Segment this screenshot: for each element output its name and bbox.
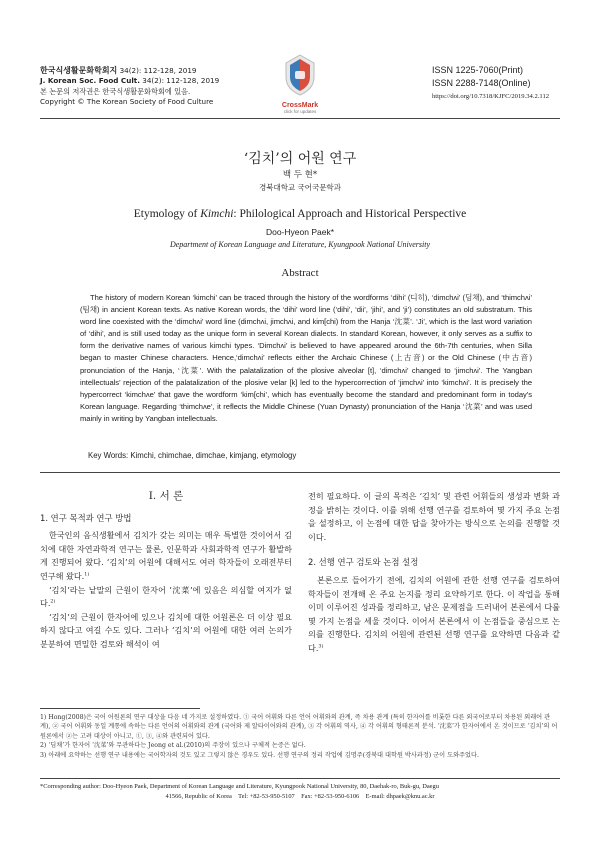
- copyright-kr: 본 논문의 저작권은 한국식생활문화학회에 있음.: [40, 86, 191, 96]
- paragraph-text: ‘김치’라는 낱말의 근원이 한자어 ‘沈菜’에 있음은 의심할 여지가 없다.: [40, 584, 292, 609]
- issue-en: 34(2): 112-128, 2019: [142, 76, 220, 86]
- body-right-column: [308, 490, 560, 656]
- abstract-text: The history of modern Korean ‘kimchi’ can be traced through the history of the wordforms ‘dihi’ (디히), ‘dimchʌi’ (딤채), and ‘thimchʌi’ (팀채) in ancient Korean texts. As native Korean words, the ‘dihi’ word line (‘dihi’, ‘dii’, ‘jihi’, and ‘ji’) constitutes an old substratum. This word line coexisted with the ‘dimchʌi’ word line (dimchʌi, jimchʌi, and kim[chi) from the Hanja ‘沈菜’. ‘Ji’, which is the last word variation of ‘dihi’, and is still used today as the unique form in several Korean dialects. In standard Korean, however, it only serves as a suffix to form the derivative names of various kimchi types. ‘Dimchʌi’ is believed to have appeared around the 6th-7th centuries, when Silla began to master Chinese characters. Hence,‘dimchʌi’ reflects either the Archaic Chinese (上古音) or the Old Chinese (中古音) pronunciation of the Hanja, ‘沈菜’. With the palatalization of the plosive alveolar [t], ‘dimchʌi’ changed to ‘jimchʌi’. The Yangban intellectuals’ rejection of the palatalization of the plosive velar [k] led to the hypercorrection of ‘jimchʌi’ into ‘kimchʌi’. It is precisely the hypercorrect ‘kimchʌe’ that gave the wordform ‘kim[chi’, which has eventually become the standard and predominant form in today’s Korean language. Regarding ‘thimchʌe’, it reflects the Middle Chinese (Yuan Dynasty) pronunciation of the Hanja ‘沈菜’ and was used mainly in writing by Yangban intellectuals.: [80, 293, 532, 423]
- title-en: [0, 208, 600, 220]
- paragraph: [40, 611, 292, 652]
- journal-name-kr: 한국식생활문화학회지: [40, 66, 118, 75]
- title-en-pre: Etymology of: [133, 208, 201, 220]
- paragraph: [40, 584, 292, 611]
- footnote-ref[interactable]: 2): [50, 598, 56, 605]
- crossmark-badge[interactable]: [272, 53, 328, 114]
- issn-block: [432, 64, 549, 103]
- title-en-post: : Philological Approach and Historical Perspective: [233, 208, 467, 220]
- correspondence-divider: [40, 778, 560, 779]
- abstract-body: [80, 292, 532, 425]
- section-heading-1: Ⅰ. 서 론: [148, 490, 184, 502]
- abstract-divider: [40, 472, 560, 473]
- paragraph-text: 본론으로 들어가기 전에, 김치의 어원에 관한 선행 연구를 검토하여 학자들이 전개해 온 주요 논지를 정리 요약하기로 한다. 이 작업을 통해 이미 이루어진 성과를 정리하고, 남은 문제점을 드러내어 본론에서 다룰 몇 가지 논점을 세울 것이다. 이어서 본론에서 이 논점들을 중심으로 논의를 진행한다. 김치의 어원에 관련된 선행 연구를 요약하면 다음과 같다.: [308, 574, 560, 653]
- subsection-heading-2: 2. 선행 연구 검토와 논점 설정: [308, 557, 419, 568]
- crossmark-icon: [283, 53, 317, 97]
- issn-print: ISSN 1225-7060(Print): [432, 65, 524, 75]
- crossmark-label: CrossMark: [281, 102, 319, 109]
- affiliation-kr: 경북대학교 국어국문학과: [258, 183, 342, 192]
- correspondence-line-1: *Corresponding author: Doo-Hyeon Paek, Department of Korean Language and Literature, Kyungpook National University, 80, Daehak-ro, Buk-gu, Daegu: [40, 783, 439, 790]
- abstract-heading: Abstract: [281, 267, 319, 279]
- affiliation-en: Department of Korean Language and Literature, Kyungpook National University: [169, 240, 431, 249]
- paragraph: [40, 529, 292, 583]
- footnote-ref[interactable]: 3): [318, 643, 324, 650]
- copyright-en: Copyright © The Korean Society of Food Culture: [40, 97, 214, 107]
- footnote-ref[interactable]: 1): [84, 571, 90, 578]
- author-en: Doo-Hyeon Paek*: [265, 227, 335, 237]
- paragraph-text: ‘김치’의 근원이 한자어에 있으나 김치에 대한 어원론은 더 이상 필요하지 않다고 여길 수도 있다. 그러나 ‘김치’의 어원에 대한 여러 논의가 분분하여 면밀한 검토와 해석이 여: [40, 611, 292, 649]
- journal-name-en: J. Korean Soc. Food Cult.: [40, 76, 140, 86]
- paragraph: [308, 490, 560, 544]
- footnote-divider: [40, 708, 200, 709]
- footnote-2: 2) ‘딤채’가 한자어 ‘沈菜’와 무관하다는 Jeong et al.(2010)의 주장이 있으나 구체적 논증은 없다.: [40, 742, 306, 750]
- footnotes: [40, 713, 560, 760]
- subsection-heading-1: 1. 연구 목적과 연구 방법: [40, 512, 132, 523]
- crossmark-sub: click for updates: [283, 109, 317, 114]
- title-en-italic: Kimchi: [200, 208, 234, 220]
- issue-kr: 34(2): 112-128, 2019: [119, 66, 197, 75]
- paragraph: [308, 574, 560, 656]
- author-kr: 백 두 현*: [282, 170, 318, 180]
- footnote-1: 1) Hong(2008)은 국어 어원론의 연구 대상을 다음 네 가지로 설정하였다. ① 국어 어휘와 다른 언어 어휘와의 관계, 즉 차용 관계 (특히 한자어를 비롯한 다른 외국어로부터 차용된 외래어 관계), ② 국어 어휘와 동일 계통에 속하는 다른 언어의 어휘와의 관계 (국어와 제 알타이어와의 관계), ③ 각 어휘의 역사, ④ 각 어휘의 형태론적 분석. ‘沈菜’가 한자어에서 온 것이므로 ‘김치’의 어원론에서 ②는 고려 대상이 아니고, ①, ③, ④와 관련되어 있다.: [40, 714, 558, 740]
- footnote-3: 3) 아래에 요약하는 선행 연구 내용에는 국어학자의 것도 있고 그렇지 않은 경우도 있다. 선행 연구의 정리 작업에 김명주(경북대 대학원 박사과정) 군이 도와주었다.: [40, 751, 479, 759]
- correspondence-line-2: 41566, Republic of Korea Tel: +82-53-950-5107 Fax: +82-53-950-6106 E-mail: dhpaek@knu.ac.kr: [165, 793, 435, 800]
- body-left-column: [40, 490, 292, 652]
- issn-online: ISSN 2288-7148(Online): [432, 78, 531, 88]
- header-divider: [40, 118, 560, 119]
- paragraph-text: 전히 필요하다. 이 글의 목적은 ‘김치’ 및 관련 어휘들의 생성과 변화 과정을 밝히는 것이다. 이를 위해 선행 연구를 검토하여 몇 가지 주요 논점을 설정하고, 이 논점에 대한 답을 찾아가는 방식으로 논의를 진행할 것이다.: [308, 491, 560, 542]
- doi-link[interactable]: https://doi.org/10.7318/KJFC/2019.34.2.112: [432, 93, 550, 100]
- journal-header: [40, 66, 219, 108]
- correspondence: [40, 782, 560, 802]
- keywords: Key Words: Kimchi, chimchae, dimchae, kimjang, etymology: [88, 451, 297, 460]
- title-kr: ‘김치’의 어원 연구: [243, 151, 357, 167]
- paragraph-text: 한국인의 음식생활에서 김치가 갖는 의미는 매우 특별한 것이어서 김치에 대한 자연과학적 연구는 물론, 인문학과 사회과학적 연구가 활발하게 진행되어 왔다. ‘김치’의 어원에 대해서도 여러 학자들이 오래전부터 연구해 왔다.: [40, 530, 292, 581]
